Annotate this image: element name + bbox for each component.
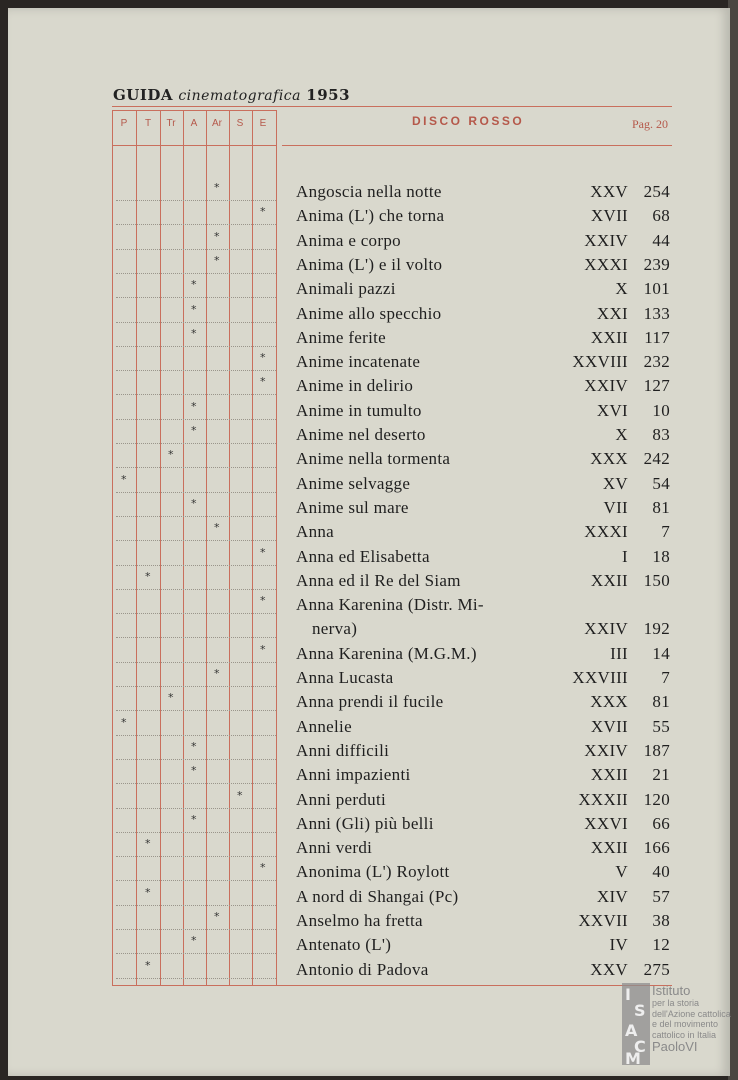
guide-title <box>113 86 350 104</box>
page-number: Pag. 20 <box>632 117 668 131</box>
film-reference <box>572 668 670 688</box>
guide-subtitle: cinematografica <box>178 88 301 104</box>
volume-number: XXII <box>590 570 628 590</box>
volume-number: XXXII <box>578 789 628 809</box>
rating-mark: * <box>145 885 151 899</box>
logo-letter: M <box>625 1049 641 1068</box>
rating-mark: * <box>121 715 127 729</box>
column-divider <box>229 110 230 986</box>
column-divider <box>112 110 113 986</box>
row-guide <box>116 686 276 687</box>
row-guide <box>116 637 276 638</box>
row-guide <box>116 929 276 930</box>
film-title: Anna Karenina (M.G.M.) <box>296 643 477 663</box>
film-title: Anime in delirio <box>296 376 414 396</box>
rating-mark: * <box>191 399 197 413</box>
logo-letter: C <box>634 1037 646 1056</box>
film-title: A nord di Shangai (Pc) <box>296 886 459 906</box>
film-title: Anime nel deserto <box>296 425 426 444</box>
film-title: Anna ed il Re del Siam <box>296 570 461 590</box>
section-title: DISCO ROSSO <box>412 114 525 128</box>
row-guide <box>116 249 276 250</box>
page-reference: 12 <box>652 935 670 955</box>
film-reference <box>615 425 670 445</box>
column-header: S <box>236 118 244 129</box>
film-reference <box>597 401 670 421</box>
rating-mark: * <box>214 229 220 243</box>
rating-mark: * <box>168 691 174 705</box>
row-guide <box>116 613 276 614</box>
film-title: Anime incatenate <box>296 352 421 372</box>
row-guide <box>116 880 276 881</box>
film-title: Anima (L') e il volto <box>296 254 443 274</box>
film-reference <box>591 765 670 785</box>
volume-number: XXIV <box>584 740 628 760</box>
logo-letter: A <box>625 1021 638 1040</box>
film-title: Annelie <box>296 716 352 736</box>
film-reference <box>578 911 670 931</box>
row-guide <box>116 297 276 298</box>
rating-mark: * <box>214 253 220 267</box>
column-divider <box>252 110 253 986</box>
row-guide <box>116 978 276 979</box>
film-title: Anime allo specchio <box>296 303 442 323</box>
row-guide <box>116 759 276 760</box>
film-reference <box>590 449 670 469</box>
rating-mark: * <box>214 910 220 923</box>
logo-text-line: cattolico in Italia <box>652 1029 717 1040</box>
film-title: Anime nella tormenta <box>296 449 451 469</box>
film-reference <box>603 474 670 494</box>
film-reference <box>597 887 670 907</box>
rating-mark: * <box>145 569 151 583</box>
film-reference <box>584 619 670 639</box>
volume-number: XXVIII <box>572 668 628 687</box>
page-reference: 14 <box>652 643 670 663</box>
volume-number: XXIV <box>584 376 628 396</box>
volume-number: X <box>615 425 628 444</box>
film-title: Antonio di Padova <box>296 959 429 979</box>
rating-mark: * <box>214 667 220 680</box>
volume-number: XXX <box>590 692 628 712</box>
volume-number: IV <box>609 935 628 955</box>
page-reference: 242 <box>643 449 670 469</box>
film-reference <box>578 790 670 810</box>
page-reference: 55 <box>652 716 670 736</box>
column-header: A <box>190 118 198 129</box>
film-title: Anime sul mare <box>296 497 409 517</box>
film-reference <box>615 279 670 299</box>
rating-mark: * <box>191 934 197 948</box>
row-guide <box>116 516 276 517</box>
header-rule <box>112 106 672 107</box>
column-header: T <box>144 118 152 129</box>
volume-number: XXVII <box>578 911 628 930</box>
film-reference <box>584 814 670 834</box>
film-reference <box>591 328 670 348</box>
page-reference: 38 <box>652 911 670 930</box>
page-reference: 81 <box>652 497 670 517</box>
column-divider <box>276 110 277 986</box>
film-title: Anni perduti <box>296 789 387 809</box>
film-title: Anni impazienti <box>296 765 411 785</box>
page-reference: 81 <box>652 692 670 712</box>
row-guide <box>116 735 276 736</box>
column-header: Tr <box>166 118 176 129</box>
row-guide <box>116 273 276 274</box>
column-header: Ar <box>212 118 222 129</box>
row-guide <box>116 589 276 590</box>
rating-mark: * <box>191 812 197 826</box>
page-reference: 44 <box>652 230 670 250</box>
page-reference: 7 <box>661 522 670 542</box>
row-guide <box>116 565 276 566</box>
rating-mark: * <box>145 958 151 972</box>
volume-number: XXII <box>590 838 628 858</box>
guide-year: 1953 <box>306 86 351 104</box>
row-guide <box>116 370 276 371</box>
logo-text <box>652 984 731 1054</box>
page-reference: 254 <box>643 182 670 201</box>
film-reference <box>590 960 670 980</box>
logo-text-line: dell'Azione cattolica <box>652 1008 731 1019</box>
rating-mark: * <box>260 545 266 559</box>
film-reference <box>572 352 670 372</box>
rating-mark: * <box>260 594 266 608</box>
row-guide <box>116 492 276 493</box>
volume-number: XXV <box>590 182 628 201</box>
film-title: Anna ed Elisabetta <box>296 546 430 566</box>
rating-mark: * <box>260 861 266 875</box>
volume-number: XXIV <box>584 619 628 639</box>
film-reference <box>615 862 670 882</box>
rating-mark: * <box>145 837 151 851</box>
film-title: Anima e corpo <box>296 230 401 250</box>
volume-number: III <box>610 643 628 663</box>
row-guide <box>116 856 276 857</box>
row-guide <box>116 346 276 347</box>
rating-mark: * <box>260 351 266 365</box>
page-reference: 83 <box>652 425 670 444</box>
column-divider <box>136 110 137 986</box>
film-title: Anna Lucasta <box>296 668 394 687</box>
film-title: Anonima (L') Roylott <box>296 862 450 882</box>
row-guide <box>116 953 276 954</box>
volume-number: XVII <box>590 206 628 226</box>
film-reference <box>604 498 671 518</box>
institute-logo <box>622 983 732 1068</box>
volume-number: XXXI <box>584 522 628 542</box>
bottom-rule <box>112 985 672 986</box>
film-title: Anime in tumulto <box>296 400 422 420</box>
volume-number: V <box>615 862 628 882</box>
film-reference <box>590 182 670 202</box>
logo-text-line: Istituto <box>652 983 691 998</box>
volume-number: XXII <box>590 327 628 347</box>
film-reference <box>610 644 670 664</box>
film-title: Anime selvagge <box>296 473 411 493</box>
page-reference: 120 <box>643 789 670 809</box>
volume-number: XXV <box>590 959 628 979</box>
film-title: Anima (L') che torna <box>296 206 445 226</box>
page-reference: 166 <box>643 838 670 858</box>
logo-letter: I <box>625 985 631 1004</box>
rating-mark: * <box>121 472 127 486</box>
film-reference <box>584 522 670 542</box>
rating-mark: * <box>191 326 197 340</box>
column-divider <box>160 110 161 986</box>
volume-number: X <box>615 279 628 299</box>
page-reference: 68 <box>652 206 670 226</box>
row-guide <box>116 394 276 395</box>
volume-number: XXVIII <box>572 352 628 372</box>
rating-mark: * <box>168 448 174 462</box>
logo-letters <box>622 983 650 1068</box>
page-reference: 66 <box>652 813 670 833</box>
film-title: Anime ferite <box>296 327 386 347</box>
film-title: Animali pazzi <box>296 279 396 299</box>
row-guide <box>116 662 276 663</box>
volume-number: XXI <box>596 303 628 323</box>
row-guide <box>116 808 276 809</box>
page-reference: 10 <box>652 400 670 420</box>
film-reference <box>622 547 670 567</box>
page-reference: 239 <box>643 254 670 274</box>
film-reference <box>584 741 670 761</box>
page-reference: 232 <box>643 352 670 372</box>
row-guide <box>116 832 276 833</box>
row-guide <box>116 419 276 420</box>
logo-text-line: per la storia <box>652 998 700 1008</box>
column-header: P <box>120 118 128 129</box>
film-reference <box>590 692 670 712</box>
page-reference: 275 <box>643 959 670 979</box>
page-reference: 57 <box>652 886 670 906</box>
film-reference <box>597 304 670 324</box>
film-title: Anna Karenina (Distr. Mi- <box>296 595 484 615</box>
row-guide <box>116 200 276 201</box>
row-guide <box>116 905 276 906</box>
film-reference <box>591 717 670 737</box>
film-title: Anna prendi il fucile <box>296 692 444 712</box>
film-title: Anselmo ha fretta <box>296 911 423 930</box>
film-title: Anni (Gli) più belli <box>296 813 434 833</box>
page-reference: 117 <box>644 327 670 347</box>
page-reference: 187 <box>643 740 670 760</box>
rating-mark: * <box>214 181 220 194</box>
film-reference <box>584 231 670 251</box>
row-guide <box>116 710 276 711</box>
film-title: Anni difficili <box>296 740 390 760</box>
row-guide <box>116 224 276 225</box>
page-reference: 192 <box>643 619 670 639</box>
film-reference <box>591 206 670 226</box>
rating-mark: * <box>191 424 197 437</box>
rating-mark: * <box>191 496 197 510</box>
row-guide <box>116 540 276 541</box>
column-header: E <box>259 118 267 129</box>
rating-mark: * <box>191 302 197 316</box>
film-title: Angoscia nella notte <box>296 182 442 201</box>
page-reference: 54 <box>652 473 670 493</box>
page-reference: 7 <box>661 668 670 687</box>
volume-number: XVI <box>596 400 628 420</box>
film-title: nerva) <box>312 619 358 639</box>
logo-text-line: PaoloVI <box>652 1039 698 1054</box>
volume-number: I <box>622 546 628 566</box>
film-reference <box>591 838 670 858</box>
page-reference: 150 <box>643 570 670 590</box>
film-reference <box>584 255 670 275</box>
rating-mark: * <box>191 739 197 753</box>
row-guide <box>116 783 276 784</box>
film-reference <box>609 935 670 955</box>
rating-mark: * <box>191 764 197 778</box>
volume-number: XXX <box>590 449 628 469</box>
section-rule <box>282 145 672 146</box>
logo-text-line: e del movimento <box>652 1019 719 1029</box>
volume-number: XXII <box>590 765 628 785</box>
page-reference: 21 <box>652 765 670 785</box>
volume-number: XXXI <box>584 254 628 274</box>
logo-letter: S <box>634 1001 646 1020</box>
page-reference: 18 <box>652 546 670 566</box>
guide-name: GUIDA <box>113 86 174 104</box>
rating-mark: * <box>214 521 220 535</box>
column-divider <box>206 110 207 986</box>
page-reference: 101 <box>643 279 670 299</box>
volume-number: XXVI <box>584 813 628 833</box>
film-reference <box>591 571 670 591</box>
row-guide <box>116 322 276 323</box>
row-guide <box>116 467 276 468</box>
page-reference: 127 <box>643 376 670 396</box>
volume-number: VII <box>603 497 628 517</box>
page-reference: 133 <box>643 303 670 323</box>
column-divider <box>183 110 184 986</box>
film-reference <box>584 376 670 396</box>
row-guide <box>116 443 276 444</box>
rating-mark: * <box>237 788 243 802</box>
film-title: Anna <box>296 522 335 542</box>
volume-number: XXIV <box>584 230 628 250</box>
rating-mark: * <box>260 375 266 389</box>
volume-number: XVII <box>590 716 628 736</box>
rating-mark: * <box>260 205 266 219</box>
rating-mark: * <box>260 642 266 656</box>
rating-mark: * <box>191 278 197 292</box>
page-reference: 40 <box>652 862 670 882</box>
volume-number: XV <box>602 473 628 493</box>
volume-number: XIV <box>596 886 628 906</box>
film-title: Antenato (L') <box>296 935 392 955</box>
film-title: Anni verdi <box>296 838 373 858</box>
